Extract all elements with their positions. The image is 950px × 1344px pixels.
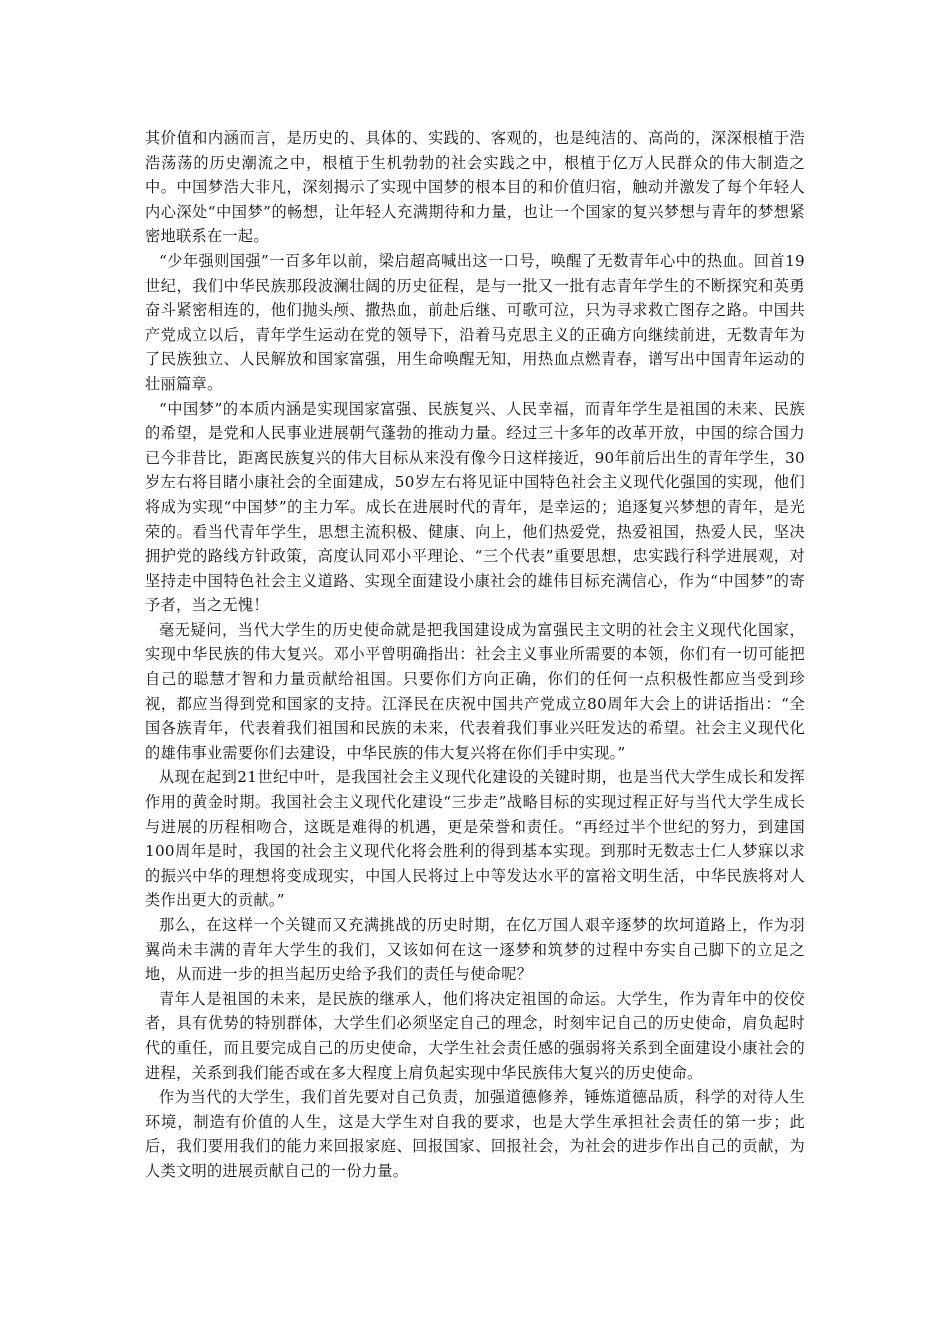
paragraph-7: 青年人是祖国的未来，是民族的继承人，他们将决定祖国的命运。大学生，作为青年中的佼佼者，具有优势的特别群体，大学生们必须坚定自己的理念，时刻牢记自己的历史使命，肩负起时代的重任，而且要完成自己的历史使命，大学生社会责任感的强弱将关系到全面建设小康社会的进程，关系到我们能否或在多大程度上肩负起实现中华民族伟大复兴的历史使命。 bbox=[145, 989, 805, 1082]
paragraph-1: 其价值和内涵而言，是历史的、具体的、实践的、客观的，也是纯洁的、高尚的，深深根植于浩浩荡荡的历史潮流之中，根植于生机勃勃的社会实践之中，根植于亿万人民群众的伟大制造之中。中国梦浩大非凡，深刻揭示了实现中国梦的根本目的和价值归宿，触动并激发了每个年轻人内心深处“中国梦”的畅想，让年轻人充满期待和力量，也让一个国家的复兴梦想与青年的梦想紧密地联系在一起。 bbox=[145, 129, 805, 246]
paragraph-4: 毫无疑问，当代大学生的历史使命就是把我国建设成为富强民主文明的社会主义现代化国家，实现中华民族的伟大复兴。邓小平曾明确指出：社会主义事业所需要的本领，你们有一切可能把自己的聪慧才智和力量贡献给祖国。只要你们方向正确，你们的任何一点积极性都应当受到珍视，都应当得到党和国家的支持。江泽民在庆祝中国共产党成立80周年大会上的讲话指出：“全国各族青年，代表着我们祖国和民族的未来，代表着我们事业兴旺发达的希望。社会主义现代化的雄伟事业需要你们去建设，中华民族的伟大复兴将在你们手中实现。” bbox=[145, 620, 805, 762]
paragraph-8: 作为当代的大学生，我们首先要对自己负责，加强道德修养，锤炼道德品质，科学的对待人生环境，制造有价值的人生，这是大学生对自我的要求，也是大学生承担社会责任的第一步；此后，我们要用我们的能力来回报家庭、回报国家、回报社会，为社会的进步作出自己的贡献，为人类文明的进展贡献自己的一份力量。 bbox=[145, 1088, 805, 1180]
paragraph-3: “中国梦”的本质内涵是实现国家富强、民族复兴、人民幸福，而青年学生是祖国的未来、民族的希望，是党和人民事业进展朝气蓬勃的推动力量。经过三十多年的改革开放，中国的综合国力已今非昔比，距离民族复兴的伟大目标从来没有像今日这样接近，90年前后出生的青年学生，30岁左右将目睹小康社会的全面建成，50岁左右将见证中国特色社会主义现代化强国的实现，他们将成为实现“中国梦”的主力军。成长在进展时代的青年，是幸运的；追逐复兴梦想的青年，是光荣的。看当代青年学生，思想主流积极、健康、向上，他们热爱党，热爱祖国，热爱人民，坚决拥护党的路线方针政策，高度认同邓小平理论、“三个代表”重要思想，忠实践行科学进展观，对坚持走中国特色社会主义道路、实现全面建设小康社会的雄伟目标充满信心，作为“中国梦”的寄予者，当之无愧！ bbox=[145, 399, 805, 615]
paragraph-2: “少年强则国强”一百多年以前，梁启超高喊出这一口号，唤醒了无数青年心中的热血。回首19世纪，我们中华民族那段波澜壮阔的历史征程，是与一批又一批有志青年学生的不断探究和英勇奋斗紧密相连的，他们抛头颅、撒热血，前赴后继、可歌可泣，只为寻求救亡图存之路。中国共产党成立以后，青年学生运动在党的领导下，沿着马克思主义的正确方向继续前进，无数青年为了民族独立、人民解放和国家富强，用生命唤醒无知，用热血点燃青春，谱写出中国青年运动的壮丽篇章。 bbox=[145, 251, 805, 393]
paragraph-6: 那么，在这样一个关键而又充满挑战的历史时期，在亿万国人艰辛逐梦的坎坷道路上，作为羽翼尚未丰满的青年大学生的我们，又该如何在这一逐梦和筑梦的过程中夯实自己脚下的立足之地，从而进一步的担当起历史给予我们的责任与使命呢？ bbox=[145, 916, 805, 984]
paragraph-5: 从现在起到21世纪中叶，是我国社会主义现代化建设的关键时期，也是当代大学生成长和发挥作用的黄金时期。我国社会主义现代化建设“三步走”战略目标的实现过程正好与当代大学生成长与进展的历程相吻合，这既是难得的机遇，更是荣誉和责任。“再经过半个世纪的努力，到建国100周年是时，我国的社会主义现代化将会胜利的得到基本实现。到那时无数志士仁人梦寐以求的振兴中华的理想将变成现实，中国人民将过上中等发达水平的富裕文明生活，中华民族将对人类作出更大的贡献。” bbox=[145, 768, 805, 910]
document-body bbox=[145, 126, 805, 1184]
